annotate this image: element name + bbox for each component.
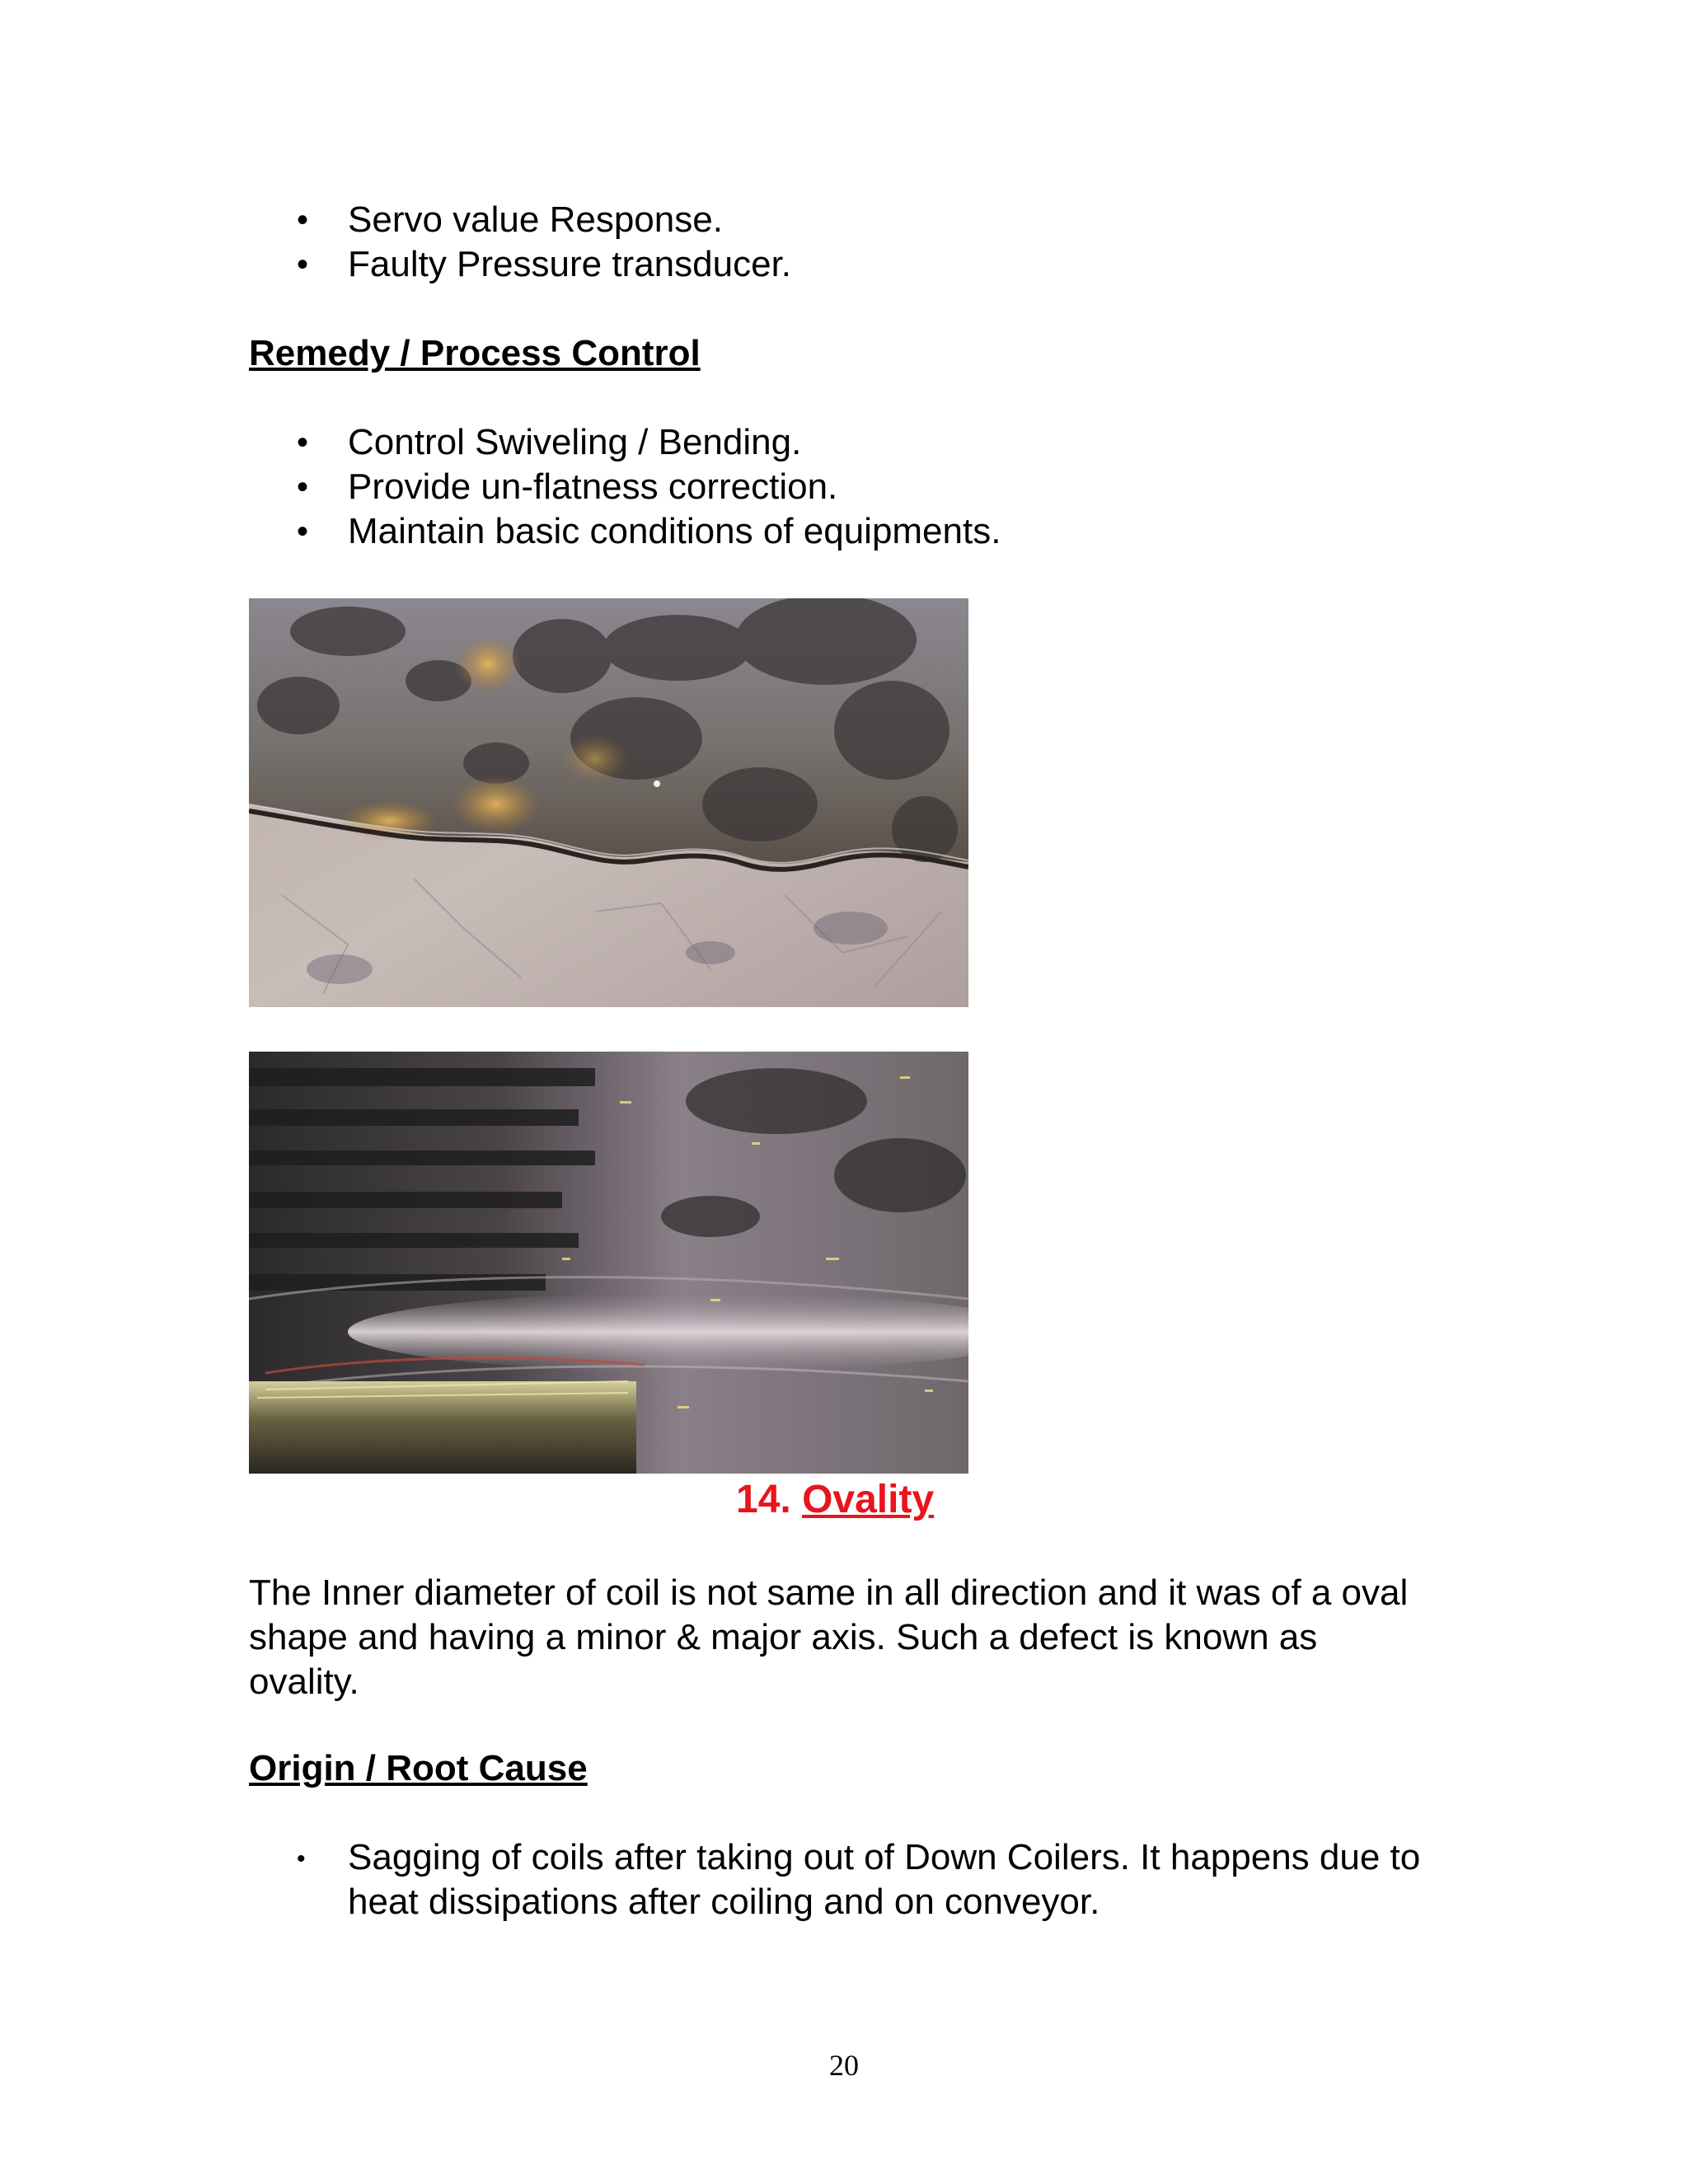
remedy-heading: Remedy / Process Control bbox=[249, 333, 701, 373]
cause-list bbox=[249, 198, 791, 287]
bullet-icon: • bbox=[297, 469, 309, 505]
section-number: 14. bbox=[736, 1478, 791, 1521]
strip-edge-defect-photo bbox=[249, 598, 968, 1007]
list-item: • Control Swiveling / Bending. bbox=[249, 420, 1001, 465]
list-item: • Sagging of coils after taking out of Down Coilers. It happens due to heat dissipations after coiling and on conveyor. bbox=[297, 1837, 1421, 1922]
section-title bbox=[736, 1476, 934, 1524]
origin-heading: Origin / Root Cause bbox=[249, 1748, 588, 1788]
list-item: • Maintain basic conditions of equipments. bbox=[249, 509, 1001, 554]
list-item: • Servo value Response. bbox=[249, 198, 791, 242]
remedy-list bbox=[249, 420, 1001, 554]
section-title-text: Ovality bbox=[802, 1478, 935, 1521]
origin-list bbox=[249, 1835, 1436, 1924]
list-item: • Faulty Pressure transducer. bbox=[249, 242, 791, 287]
description-paragraph: The Inner diameter of coil is not same in all direction and it was of a oval shape and having a minor & major axis. Such a defect is known as ovality. bbox=[249, 1572, 1409, 1702]
page-number: 20 bbox=[829, 2049, 859, 2082]
bullet-icon: • bbox=[297, 1845, 306, 1872]
coil-ovality-photo bbox=[249, 1052, 968, 1474]
list-item: • Provide un-flatness correction. bbox=[249, 465, 1001, 509]
bullet-icon: • bbox=[297, 246, 309, 283]
bullet-icon: • bbox=[297, 424, 309, 461]
bullet-icon: • bbox=[297, 202, 309, 238]
bullet-icon: • bbox=[297, 513, 309, 550]
